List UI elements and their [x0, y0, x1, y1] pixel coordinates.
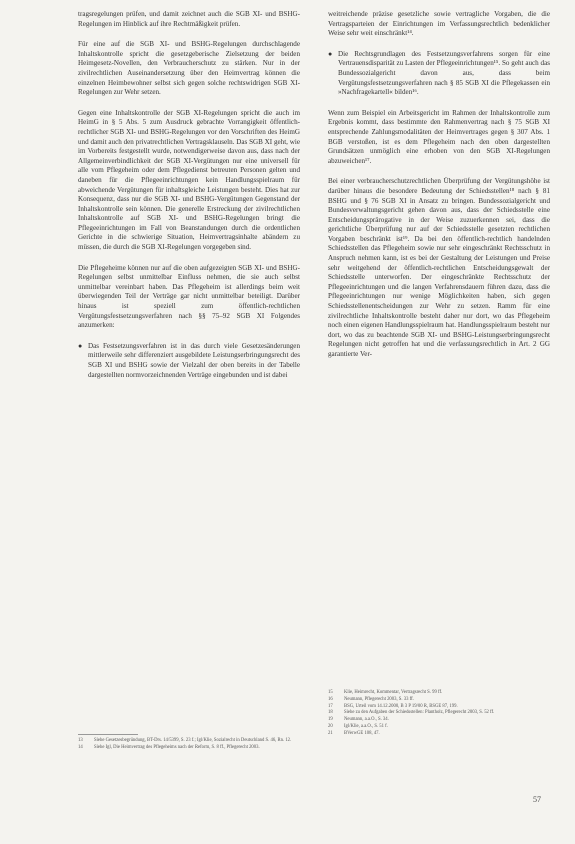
- bullet-item: [78, 342, 300, 380]
- footnote: [328, 697, 550, 704]
- paragraph: Bei einer verbraucherschutzrechtlichen Überprüfung der Vergütungshöhe ist darüber hinaus die besondere Bedeutung der Schiedsstellen¹⁸ nach § 81 BSHG und § 76 SGB XI in Ansatz zu bringen. Bundessozialgericht und Bundesverwaltungsgericht gehen davon aus, dass der Schiedsstelle eine Entscheidungsprärogative in der Weise zuzuerkennen sei, dass die gerichtliche Überprüfung nur auf der Schiedsstelle gesetzten rechtlichen Vorgaben beschränkt ist¹⁹. Da bei den öffentlich-rechtlich handelnden Schiedsstellen das Pflegeheim sowie nur sehr eingeschränkt Rechtsschutz in Anspruch nehmen kann, ist es bei der Gestaltung der Leistungen und Preise sehr weitgehend der öffentlich-rechtlichen Entscheidungsgewalt der Schiedsstelle unterworfen. Der eingeschränkte Rechtsschutz der Pflegeeinrichtungen und die langen Verfahrensdauern führen dazu, dass die Pflegeeinrichtungen nur wenige Möglichkeiten haben, sich gegen Schiedsstellenentscheidungen zur Wehr zu setzen. Ramm für eine zivilrechtliche Inhaltskontrolle besteht daher nur dort, wo das Pflegeheim noch einen eigenen Handlungsspielraum hat. Handlungsspielraum besteht nur dort, wo das zu beachtende SGB XI- und BSHG-Leistungserbringungsrecht Regelungen nicht getroffen hat und die verfassungsrechtlich in Art. 2 GG garantierte Ver-: [328, 177, 550, 358]
- footnote: [328, 731, 550, 738]
- page-number: 57: [533, 795, 541, 804]
- footnote: [328, 724, 550, 731]
- footnotes-left: [78, 734, 300, 752]
- footnote-number: 20: [328, 723, 333, 729]
- paragraph: tragsregelungen prüfen, und damit zeichnet auch die SGB XI- und BSHG-Regelungen im Hinblick auf ihre Rechtmäßigkeit prüfen.: [78, 10, 300, 28]
- footnote-text: BVerwGE 108, 47.: [344, 730, 380, 736]
- bullet-item: [328, 50, 550, 98]
- footnotes-right: [328, 690, 550, 738]
- footnote-number: 18: [328, 710, 333, 716]
- footnote-text: Klie, Heimrecht, Kommentar, Vertragsrecht S. 99 ff.: [344, 690, 443, 695]
- bullet-text: Die Rechtsgrundlagen des Festsetzungsverfahrens sorgen für eine Vertrauensdisparität zu Lasten der Pflegeeinrichtungen¹⁵. So geht auch das Bundessozialgericht davon aus, dass beim Vergütungsfestsetzungsverfahren nach § 85 SGB XI die Pflegekassen ein »Nachfragekartell« bilden¹⁶.: [338, 49, 550, 97]
- footnote-number: 19: [328, 717, 333, 723]
- footnote-divider: [78, 734, 138, 735]
- footnote-number: 16: [328, 696, 333, 702]
- paragraph: Gegen eine Inhaltskontrolle der SGB XI-Regelungen spricht die auch im HeimG in § 5 Abs. 5 zum Ausdruck gebrachte Vorrangigkeit öffentlich-rechtlicher SGB XI- und BSHG-Regelungen vor den Vorschriften des HeimG und damit auch den privatrechtlichen Vertragsklauseln. Das SGB XI geht, wie im Vorbereits festgestellt wurde, notwendigerweise davon aus, dass nach der Allgemeinverbindlichkeit der SGB XI-Vergütungen nur eine universell für alle vom Pflegeheim oder dem Pflegedienst betreuten Personen gelten und daneben für die Pflegeeinrichtungen kein Handlungsspielraum für abweichende Vergütungen für inhaltsgleiche Leistungen besteht. Dies hat zur Konsequenz, dass nur die SGB XI- und BSHG-Vergütungen Gegenstand der Inhaltskontrolle sein können. Die generelle Erstreckung der zivilrechtlichen Inhaltskontrolle auf SGB XI- und BSHG-Regelungen bringt die Pflegeeinrichtungen im Fall von Beanstandungen durch die ordentlichen Gerichte in die schwierige Situation, Heimvertragsinhalte abändern zu müssen, die durch die SGB XI-Regelungen vorgegeben sind.: [78, 108, 300, 252]
- footnote: [328, 717, 550, 724]
- footnote: [328, 704, 550, 711]
- footnote-text: Igl/Klie, a.a.O., S. 51 f.: [344, 723, 388, 729]
- footnote-text: Neumann, Pflegerecht 2003, S. 33 ff.: [344, 696, 414, 702]
- footnote-text: BSG, Urteil vom 14.12.2000, B 3 P 19/00 R, BSGE 87, 199.: [344, 703, 458, 709]
- bullet-text: Das Festsetzungsverfahren ist in das durch viele Gesetzesänderungen mittlerweile sehr differenziert ausgebildete Leistungserbringungsrecht des SGB XI und BSHG sowie der Vielzahl der oben bereits in der Tabelle dargestellten normvorzeichnenden Verträge eingebunden und ist dabei: [88, 341, 300, 379]
- bullet-icon: ●: [78, 341, 83, 350]
- footnote: [328, 710, 550, 717]
- footnote-number: 21: [328, 730, 333, 736]
- bullet-icon: ●: [328, 49, 333, 58]
- footnote-number: 13: [78, 738, 83, 743]
- paragraph: Die Pflegeheime können nur auf die oben aufgezeigten SGB XI- und BSHG-Regelungen selbst unmittelbar Einfluss nehmen, die sie auch selbst unmittelbar vereinbart haben. Das Pflegeheim ist allerdings beim weit überwiegenden Teil der Verträge gar nicht unmittelbar beteiligt. Darüber hinaus ist speziell zum öffentlich-rechtlichen Vergütungsfestsetzungsverfahren nach §§ 75–92 SGB XI Folgendes anzumerken:: [78, 263, 300, 330]
- footnote-text: Siehe Igl, Die Heimvertrag des Pflegeheims nach der Reform, S. 8 ff., Pflegerecht 2003.: [94, 744, 260, 750]
- paragraph: weitreichende präzise gesetzliche sowie vertragliche Vorgaben, die die Vertragsparteien der Einrichtungen im Verfassungsrechtlich bedenklicher Weise sehr weit einschränkt¹⁴.: [328, 10, 550, 38]
- footnote-number: 14: [78, 744, 83, 750]
- footnote-text: Siehe zu den Aufgaben der Schiedsstellen: Plantholz, Pflegerecht 2003, S. 52 ff.: [344, 710, 495, 716]
- footnote-text: Neumann, a.a.O., S. 34.: [344, 717, 389, 723]
- footnote: [328, 690, 550, 697]
- footnote-number: 15: [328, 690, 333, 695]
- paragraph: Wenn zum Beispiel ein Arbeitsgericht im Rahmen der Inhaltskontrolle zum Ergebnis kommt, dass bestimmte den Rahmenvertrag nach § 75 SGB XI entsprechende Zahlungsmodalitäten der Heimvertrages gegen § 307 Abs. 1 BGB verstoßen, ist es dem Pflegeheim nach den oben dargestellten Grundsätzen unmöglich eine erhoben von den SGB XI-Regelungen abzuweichen¹⁷.: [328, 108, 550, 165]
- left-column: [78, 10, 300, 391]
- footnote: [78, 738, 300, 745]
- right-column: [328, 10, 550, 371]
- footnote: [78, 745, 300, 752]
- footnote-text: Siehe Gesetzesbegründung, BT-Drs. 14/5399, S. 23 f.; Igl/Klie, Sozialrecht in Deutschland S. 46, Rn. 12.: [94, 738, 292, 743]
- footnote-number: 17: [328, 703, 333, 709]
- paragraph: Für eine auf die SGB XI- und BSHG-Regelungen durchschlagende Inhaltskontrolle spricht die gesetzgeberische Zielsetzung der beiden Heimgesetz-Novellen, den Verbraucherschutz zu stärken. Nur in der zivilrechtlichen Auseinandersetzung über den Heimvertrag können die einzelnen Heimbewohner selbst sich gegen solche rechtswidrigen SGB XI-Regelungen zur Wehr setzen.: [78, 40, 300, 97]
